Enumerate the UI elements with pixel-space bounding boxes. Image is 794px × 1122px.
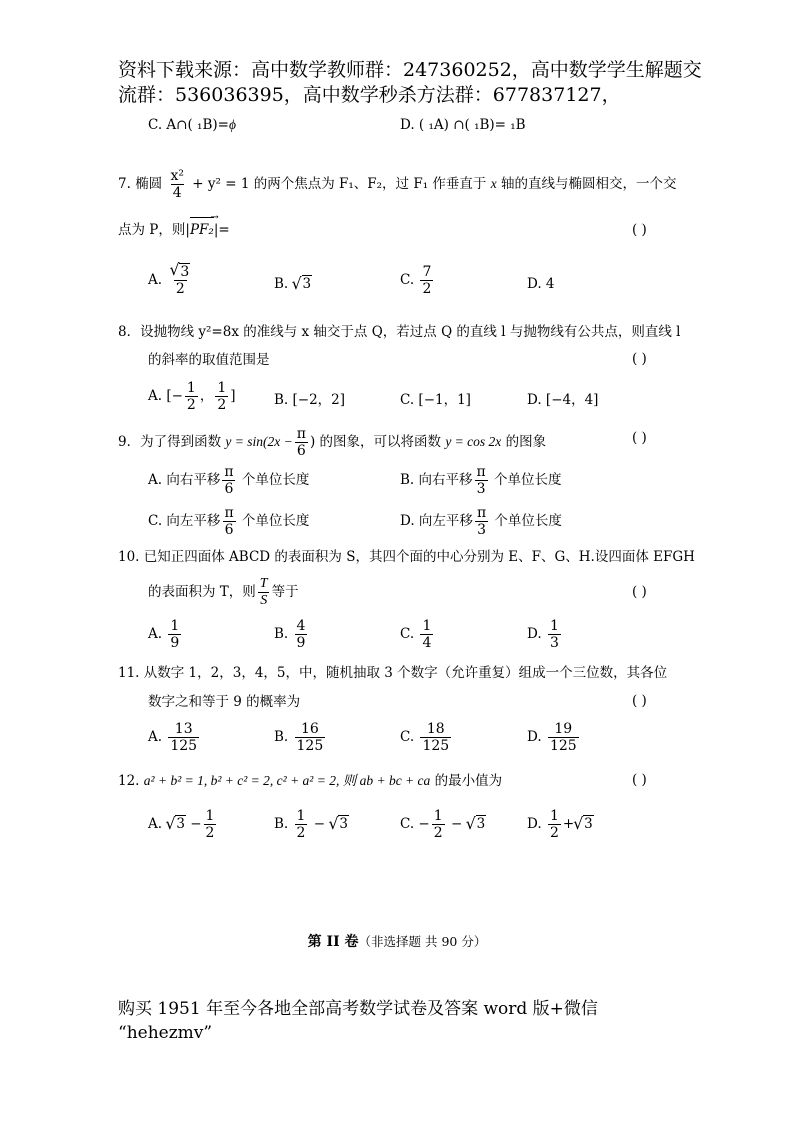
q12-line-1: 12. a² + b² = 1, b² + c² = 2, c² + a² = 2, 则 ab + bc + ca 的最小值为 [118,773,503,789]
q6-option-d: D. ( ₁A) ∩( ₁B)= ₁B [400,117,526,133]
q7-fraction: $\frac{\text{x²}}{4}$ [170,168,184,201]
q7-line-1: 7. 椭圆 $\frac{\text{x²}}{4}$ + y² = 1 的两个焦点为 F₁、F₂，过 F₁ 作垂直于 x 轴的直线与椭圆相交，一个交 [118,168,677,201]
q11-option-b: B. $\frac{16}{125}$ [274,721,324,754]
q9-option-a: A. 向右平移 $\frac{\pi}{6}$ 个单位长度 [148,464,310,497]
q11-line-1: 11. 从数字 1，2，3，4，5，中，随机抽取 3 个数字（允许重复）组成一个三位数，其各位 [118,665,668,681]
q11-answer-paren: ( ) [632,693,647,709]
source-header [118,58,702,108]
footer-note [118,997,678,1045]
footer-line-2: “hehezmv” [118,1023,213,1043]
q12-option-a: A. √ 3 − $\frac{1}{2}$ [148,808,218,841]
q10-option-c: C. $\frac{1}{4}$ [400,618,432,651]
footer-line-1: 购买 1951 年至今各地全部高考数学试卷及答案 word 版+微信 [118,999,598,1019]
q11-option-c: C. $\frac{18}{125}$ [400,721,450,754]
section-title: 第 II 卷（非选择题 共 90 分） [307,934,487,950]
q7-option-b: B. √ 3 [274,276,312,292]
q9-answer-paren: ( ) [632,430,647,446]
q7-line-2: 点为 P，则|PF₂ →|= [118,220,230,240]
q9-option-b: B. 向右平移 $\frac{\pi}{3}$ 个单位长度 [400,464,562,497]
q9-option-d: D. 向左平移 $\frac{\pi}{3}$ 个单位长度 [400,505,562,538]
q8-line-1: 8．设抛物线 y²=8x 的准线与 x 轴交于点 Q，若过点 Q 的直线 l 与抛物线有公共点，则直线 l [118,324,681,340]
q9-option-c: C. 向左平移 $\frac{\pi}{6}$ 个单位长度 [148,505,310,538]
q6-option-c: C. A∩( ₁B)=ϕ [148,117,236,133]
q8-option-b: B. [−2，2] [274,392,346,408]
q7-option-c: C. $\frac{7}{2}$ [400,264,432,297]
q10-option-a: A. $\frac{1}{9}$ [148,618,180,651]
q10-option-d: D. $\frac{1}{3}$ [527,618,559,651]
header-line-1: 资料下载来源：高中数学教师群：247360252，高中数学学生解题交 [118,59,702,81]
q12-option-c: C. − $\frac{1}{2}$ − √ 3 [400,808,486,841]
q11-option-d: D. $\frac{19}{125}$ [527,721,577,754]
q7-answer-paren: ( ) [632,222,647,238]
q11-option-a: A. $\frac{13}{125}$ [148,721,198,754]
q9-line-1: 9．为了得到函数 y = sin(2x − $\frac{\pi}{6}$ ) 的图象，可以将函数 y = cos 2x 的图象 [118,426,547,459]
q7-option-d: D. 4 [527,276,555,292]
q12-answer-paren: ( ) [632,772,647,788]
q10-answer-paren: ( ) [632,584,647,600]
q8-line-2: 的斜率的取值范围是 [148,352,270,368]
q7-option-a: A. √ $\frac{3}{2}$ [148,264,194,297]
q10-line-2: 的表面积为 T，则 $\frac{T}{S}$ 等于 [148,576,299,608]
q8-option-d: D. [−4，4] [527,392,599,408]
q8-option-c: C. [−1，1] [400,392,471,408]
q10-option-b: B. $\frac{4}{9}$ [274,618,306,651]
q8-option-a: A. [− $\frac{1}{2}$ ， $\frac{1}{2}$ ] [148,380,236,413]
header-line-2: 流群：536036395，高中数学秒杀方法群：677837127， [118,84,621,106]
q12-option-b: B. $\frac{1}{2}$ − √ 3 [274,808,349,841]
q8-answer-paren: ( ) [632,351,647,367]
q10-line-1: 10. 已知正四面体 ABCD 的表面积为 S，其四个面的中心分别为 E、F、G、H.设四面体 EFGH [118,549,695,565]
q12-option-d: D. $\frac{1}{2}$ +√ 3 [527,808,594,841]
q11-line-2: 数字之和等于 9 的概率为 [148,694,301,710]
vector-pf2: PF₂ → [190,220,214,240]
